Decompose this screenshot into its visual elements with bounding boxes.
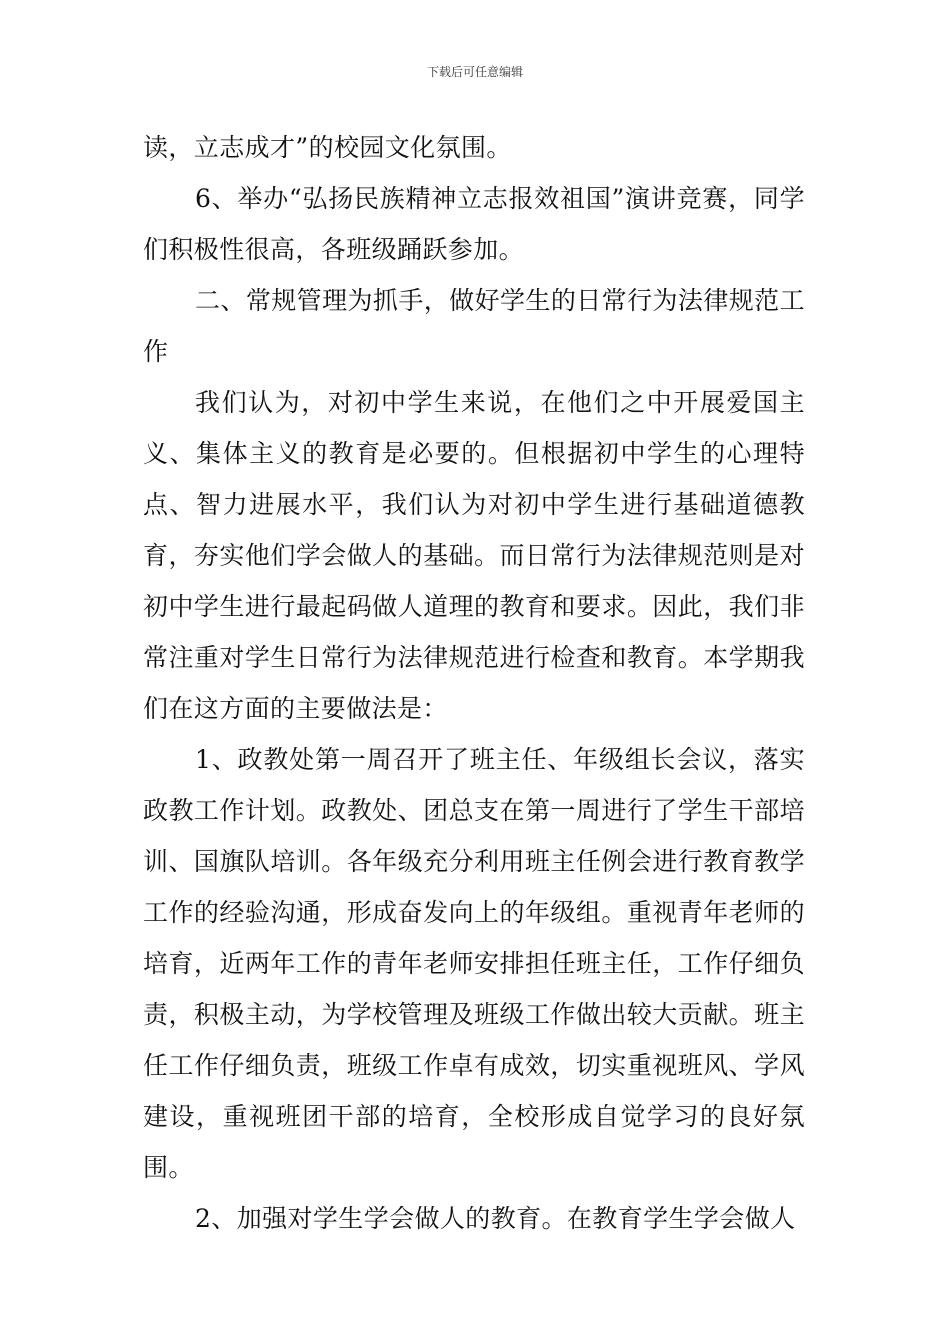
- paragraph-2: 6、举办“弘扬民族精神立志报效祖国”演讲竞赛，同学们积极性很高，各班级踊跃参加。: [143, 184, 805, 264]
- paragraph-1: 读，立志成才”的校园文化氛围。: [143, 133, 512, 162]
- paragraph-6: 2、加强对学生学会做人的教育。在教育学生学会做人: [195, 1204, 796, 1233]
- document-body: [143, 122, 805, 1244]
- page-header: 下载后可任意编辑: [426, 65, 523, 79]
- paragraph-4: 我们认为，对初中学生来说，在他们之中开展爱国主义、集体主义的教育是必要的。但根据初中学生的心理特点、智力进展水平，我们认为对初中学生进行基础道德教育，夯实他们学会做人的基础。而日常行为法律规范则是对初中学生进行最起码做人道理的教育和要求。因此，我们非常注重对学生日常行为法律规范进行检查和教育。本学期我们在这方面的主要做法是：: [143, 388, 805, 723]
- paragraph-3-section-heading: 二、常规管理为抓手，做好学生的日常行为法律规范工作: [143, 286, 805, 366]
- paragraph-5: 1、政教处第一周召开了班主任、年级组长会议，落实政教工作计划。政教处、团总支在第一周进行了学生干部培训、国旗队培训。各年级充分利用班主任例会进行教育教学工作的经验沟通，形成奋发向上的年级组。重视青年老师的培育，近两年工作的青年老师安排担任班主任，工作仔细负责，积极主动，为学校管理及班级工作做出较大贡献。班主任工作仔细负责，班级工作卓有成效，切实重视班风、学风建设，重视班团干部的培育，全校形成自觉学习的良好氛围。: [143, 745, 805, 1182]
